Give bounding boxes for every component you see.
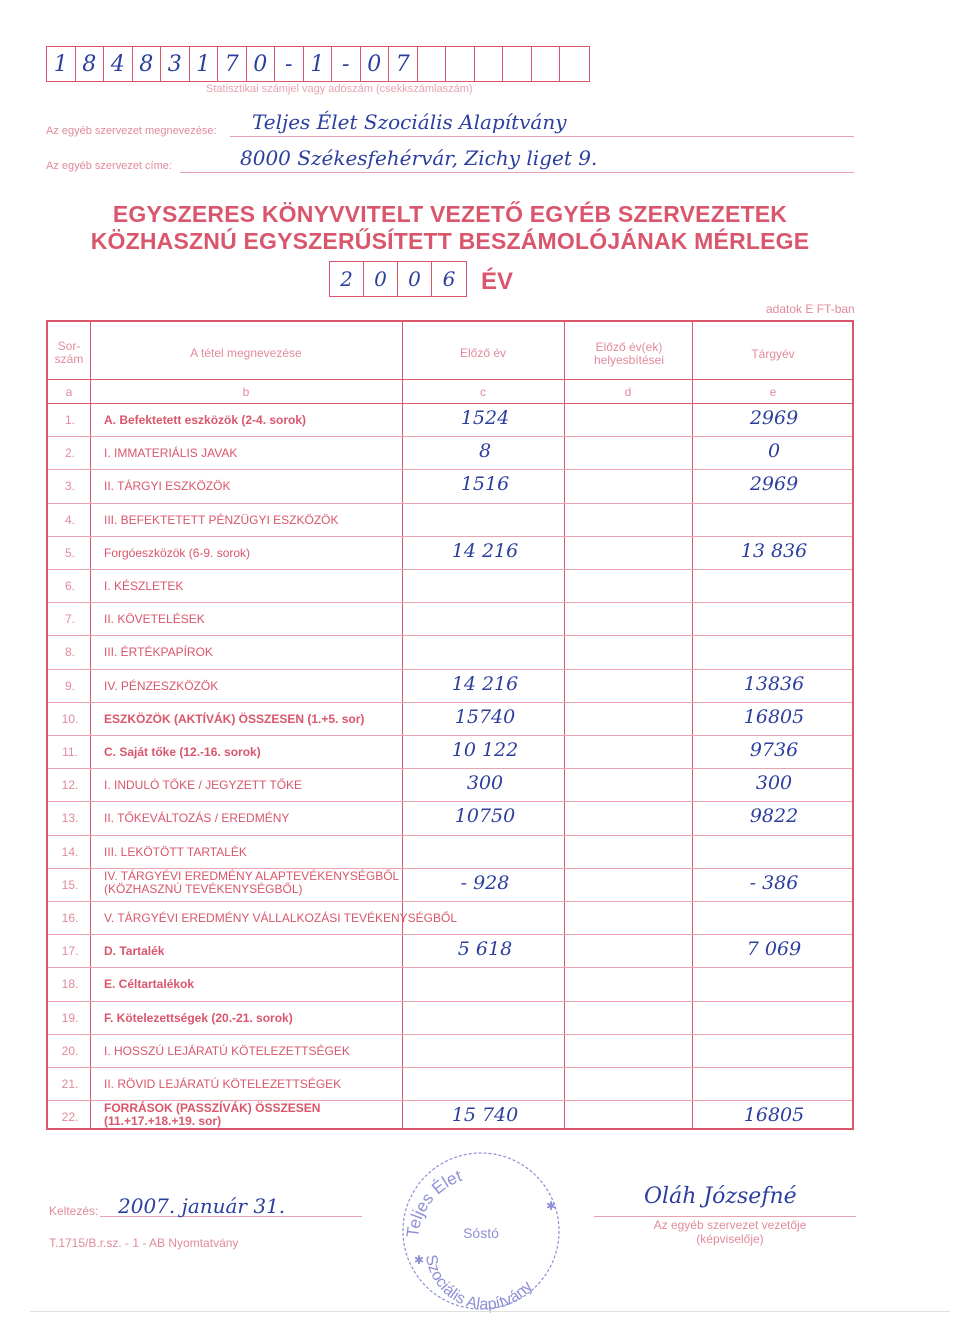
table-row — [48, 1100, 852, 1133]
row-label: II. KÖVETELÉSEK — [104, 612, 205, 627]
row-number: 9. — [64, 678, 75, 693]
stat-digit-box[interactable] — [560, 47, 589, 81]
year-boxes — [329, 261, 467, 297]
stamp-star-icon: ✱ — [414, 1253, 425, 1267]
row-number: 19. — [61, 1010, 79, 1025]
prev-year-value[interactable]: 8 — [478, 440, 492, 463]
table-row — [48, 569, 852, 602]
table-row — [48, 835, 852, 868]
table-row — [48, 768, 852, 801]
signer-label-2: (képviselője) — [696, 1232, 764, 1246]
row-number: 15. — [61, 877, 79, 892]
year-digit-box[interactable]: 0 — [364, 262, 398, 296]
stat-digit-box[interactable]: 3 — [161, 47, 190, 81]
table-row — [48, 868, 852, 901]
row-label: II. RÖVID LEJÁRATÚ KÖTELEZETTSÉGEK — [104, 1077, 342, 1091]
stamp-top-text: Teljes Élet — [402, 1166, 465, 1239]
row-number: 8. — [64, 645, 75, 660]
col-letter-c: c — [480, 385, 486, 399]
stat-number-caption: Statisztikai számjel vagy adószám (csekkszámlaszám) — [206, 83, 473, 95]
row-number: 10. — [61, 711, 79, 726]
stat-digit-box[interactable]: 8 — [133, 47, 162, 81]
table-row — [48, 1067, 852, 1100]
table-row — [48, 801, 852, 834]
header-name: A tétel megnevezése — [190, 346, 302, 360]
prev-year-value[interactable]: 15740 — [454, 705, 516, 728]
org-name-value[interactable]: Teljes Élet Szociális Alapítvány — [252, 110, 567, 134]
row-label: IV. TÁRGYÉVI EREDMÉNY ALAPTEVÉKENYSÉGBŐL (KÖZHASZNÚ TEVÉKENYSÉGBŐL) — [104, 868, 399, 896]
row-number: 6. — [64, 579, 75, 593]
prev-year-value[interactable]: 14 216 — [451, 539, 519, 562]
row-number: 20. — [61, 1043, 79, 1058]
row-number: 7. — [64, 612, 75, 627]
row-number: 3. — [64, 479, 75, 494]
table-row — [48, 536, 852, 569]
org-address-label: Az egyéb szervezet címe: — [46, 160, 172, 172]
year-digit-box[interactable]: 0 — [398, 262, 432, 296]
prev-year-value[interactable]: 10750 — [454, 805, 516, 828]
row-label: ESZKÖZÖK (AKTÍVÁK) ÖSSZESEN (1.+5. sor) — [104, 711, 365, 726]
row-label: II. TÁRGYI ESZKÖZÖK — [104, 479, 231, 494]
row-label: Forgóeszközök (6-9. sorok) — [104, 545, 251, 560]
table-row — [48, 469, 852, 502]
row-label: F. Kötelezettségek (20.-21. sorok) — [104, 1010, 293, 1025]
row-label: I. HOSSZÚ LEJÁRATÚ KÖTELEZETTSÉGEK — [104, 1043, 350, 1058]
row-label: II. TŐKEVÁLTOZÁS / EREDMÉNY — [104, 811, 290, 826]
row-number: 11. — [62, 745, 78, 759]
row-number: 21. — [61, 1077, 79, 1091]
current-year-value[interactable]: 16805 — [743, 1104, 805, 1127]
row-label: I. KÉSZLETEK — [104, 579, 184, 593]
row-label: E. Céltartalékok — [104, 977, 195, 992]
stat-digit-box[interactable]: - — [332, 47, 361, 81]
col-letter-e: e — [769, 385, 777, 399]
current-year-value[interactable]: 300 — [755, 772, 793, 795]
row-label: I. IMMATERIÁLIS JAVAK — [104, 446, 238, 461]
stat-digit-box[interactable]: 4 — [104, 47, 133, 81]
row-number: 13. — [61, 811, 79, 826]
stat-digit-box[interactable]: 1 — [304, 47, 333, 81]
stat-digit-box[interactable]: 7 — [389, 47, 418, 81]
row-number: 1. — [64, 413, 75, 427]
org-name-label: Az egyéb szervezet megnevezése: — [46, 125, 217, 137]
stat-number-boxes — [46, 46, 590, 82]
current-year-value[interactable]: 7 069 — [746, 938, 802, 961]
row-number: 16. — [61, 911, 79, 925]
form-title-line-2: KÖZHASZNÚ EGYSZERŰSÍTETT BESZÁMOLÓJÁNAK MÉRLEGE — [90, 228, 810, 254]
table-row — [48, 503, 852, 536]
current-year-value[interactable]: 9822 — [749, 805, 799, 828]
stat-digit-box[interactable]: 1 — [190, 47, 219, 81]
stamp-star-icon: ✱ — [546, 1199, 557, 1213]
row-label: C. Saját tőke (12.-16. sorok) — [104, 745, 261, 759]
row-number: 4. — [64, 512, 75, 527]
table-row — [48, 702, 852, 735]
stat-digit-box[interactable]: 7 — [218, 47, 247, 81]
col-letter-b: b — [242, 385, 250, 399]
table-row — [48, 1001, 852, 1034]
balance-sheet-table — [46, 320, 854, 1130]
date-value[interactable]: 2007. január 31. — [118, 1194, 286, 1218]
stat-digit-box[interactable]: 8 — [76, 47, 105, 81]
current-year-value[interactable]: 2969 — [749, 473, 799, 496]
year-label: ÉV — [481, 268, 514, 295]
row-label: III. LEKÖTÖTT TARTALÉK — [104, 844, 247, 859]
row-label: III. BEFEKTETETT PÉNZÜGYI ESZKÖZÖK — [104, 512, 339, 527]
table-row — [48, 1034, 852, 1067]
prev-year-value[interactable]: 14 216 — [451, 672, 519, 695]
row-number: 14. — [61, 844, 79, 859]
stat-digit-box[interactable]: 0 — [247, 47, 276, 81]
organization-stamp — [396, 1146, 566, 1316]
row-number: 22. — [61, 1110, 79, 1125]
stat-digit-box[interactable] — [503, 47, 532, 81]
form-code: T.1715/B.r.sz. - 1 - AB Nyomtatvány — [49, 1236, 239, 1250]
stat-digit-box[interactable]: - — [275, 47, 304, 81]
current-year-value[interactable]: - 386 — [749, 871, 799, 894]
col-letter-a: a — [65, 385, 73, 399]
current-year-value[interactable]: 13836 — [743, 672, 805, 695]
table-row — [48, 602, 852, 635]
table-row — [48, 635, 852, 668]
col-letter-d: d — [624, 385, 632, 399]
prev-year-value[interactable]: 300 — [466, 772, 504, 795]
row-number: 18. — [61, 977, 79, 992]
date-label: Keltezés: — [49, 1204, 99, 1218]
signer-label-1: Az egyéb szervezet vezetője — [653, 1218, 807, 1232]
prev-year-value[interactable]: - 928 — [460, 871, 510, 894]
row-label: D. Tartalék — [104, 944, 165, 959]
current-year-value[interactable]: 16805 — [743, 705, 805, 728]
current-year-value[interactable]: 9736 — [749, 739, 799, 761]
current-year-value[interactable]: 2969 — [749, 407, 799, 429]
signature: Oláh Józsefné — [644, 1184, 797, 1209]
org-name-line — [230, 136, 854, 137]
table-row — [48, 669, 852, 702]
header-rownum: Sor-szám — [54, 339, 84, 366]
row-number: 5. — [64, 545, 75, 560]
row-number: 2. — [64, 446, 75, 461]
stat-digit-box[interactable] — [418, 47, 447, 81]
stat-digit-box[interactable] — [446, 47, 475, 81]
header-prev: Előző év — [459, 346, 507, 360]
table-row — [48, 403, 852, 436]
form-title-line-1: EGYSZERES KÖNYVVITELT VEZETŐ EGYÉB SZERVEZETEK — [112, 201, 788, 227]
table-row — [48, 735, 852, 768]
row-label: V. TÁRGYÉVI EREDMÉNY VÁLLALKOZÁSI TEVÉKENYSÉGBŐL — [104, 911, 458, 925]
prev-year-value[interactable]: 1516 — [460, 473, 510, 496]
row-label: FORRÁSOK (PASSZÍVÁK) ÖSSZESEN (11.+17.+18.+19. sor) — [104, 1101, 321, 1129]
table-row — [48, 934, 852, 967]
org-address-value[interactable]: 8000 Székesfehérvár, Zichy liget 9. — [240, 146, 598, 170]
page-bottom-rule — [30, 1311, 950, 1312]
prev-year-value[interactable]: 1524 — [460, 407, 510, 429]
row-label: IV. PÉNZESZKÖZÖK — [104, 678, 219, 693]
table-row — [48, 436, 852, 469]
signer-label — [630, 1218, 830, 1246]
units-note: adatok E FT-ban — [766, 302, 855, 316]
header-adj: Előző év(ek) helyesbítései — [593, 340, 665, 367]
header-cur: Tárgyév — [751, 347, 795, 361]
year-digit-box[interactable]: 2 — [330, 262, 364, 296]
prev-year-value[interactable]: 10 122 — [451, 739, 519, 761]
signature-line — [594, 1216, 856, 1217]
stat-digit-box[interactable] — [532, 47, 561, 81]
stamp-center-text: Sóstó — [463, 1225, 499, 1241]
current-year-value[interactable]: 0 — [767, 440, 781, 463]
year-digit-box[interactable]: 6 — [442, 267, 456, 291]
current-year-value[interactable]: 13 836 — [740, 539, 808, 562]
row-label: I. INDULÓ TŐKE / JEGYZETT TŐKE — [104, 778, 303, 793]
stamp-bottom-text: Szociális Alapítvány — [421, 1253, 537, 1314]
stat-digit-box[interactable] — [475, 47, 504, 81]
stat-digit-box[interactable]: 0 — [361, 47, 390, 81]
table-row — [48, 967, 852, 1000]
prev-year-value[interactable]: 5 618 — [457, 938, 513, 961]
row-number: 12. — [61, 778, 79, 793]
row-number: 17. — [61, 944, 79, 959]
header-divider — [48, 379, 852, 380]
table-row — [48, 901, 852, 934]
row-label: III. ÉRTÉKPAPÍROK — [104, 645, 213, 660]
stat-digit-box[interactable]: 1 — [47, 47, 76, 81]
row-label: A. Befektetett eszközök (2-4. sorok) — [104, 413, 307, 427]
prev-year-value[interactable]: 15 740 — [451, 1104, 519, 1127]
org-address-line — [180, 172, 854, 173]
